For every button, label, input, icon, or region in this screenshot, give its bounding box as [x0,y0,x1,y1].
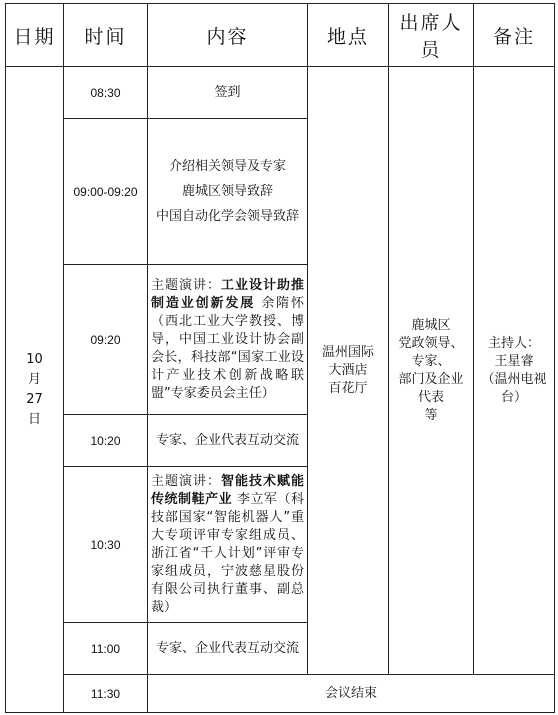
header-note: 备注 [474,4,555,67]
time-cell: 08:30 [64,67,148,119]
location-cell: 温州国际 大酒店 百花厅 [308,67,389,675]
table-row [6,675,555,713]
content-cell: 专家、企业代表互动交流 [148,415,308,467]
speaker-detail: 李立军（科技部国家“智能机器人”重大专项评审专家组成员、浙江省“千人计划”评审专家组成员，宁波慈星股份有限公司执行董事、副总裁） [151,491,304,615]
time-cell: 10:20 [64,415,148,467]
speaker-detail: 余隋怀（西北工业大学教授、博导，中国工业设计协会副会长，科技部“国家工业设计产业技术创新战略联盟”专家委员会主任） [151,295,304,401]
speech-title: 智能技术赋能传统制鞋产业 [151,473,304,507]
header-date: 日期 [6,4,64,67]
content-cell: 会议结束 [148,675,555,713]
list-item: 鹿城区领导致辞 [181,183,273,199]
content-cell [148,265,308,415]
note-cell: 主持人： 王星睿 （温州电视 台） [474,67,555,675]
time-cell: 10:30 [64,467,148,623]
header-attendees: 出席人员 [389,4,474,67]
header-time: 时间 [64,4,148,67]
speech-prefix: 主题演讲： [151,473,221,489]
speech-title: 工业设计助推制造业创新发展 [151,277,304,311]
list-item: 介绍相关领导及专家 [168,158,286,174]
time-cell: 11:30 [64,675,148,713]
content-cell: 签到 [148,67,308,119]
time-cell: 09:00-09:20 [64,119,148,265]
attendees-cell: 鹿城区 党政领导、 专家、 部门及企业 代表 等 [389,67,474,675]
content-cell: 专家、企业代表互动交流 [148,623,308,675]
schedule-table [5,3,555,713]
table-row [6,67,555,119]
time-cell: 11:00 [64,623,148,675]
date-cell: 10 月 27 日 [6,67,64,713]
list-item: 中国自动化学会领导致辞 [155,208,299,224]
header-content: 内容 [148,4,308,67]
time-cell: 09:20 [64,265,148,415]
speech-prefix: 主题演讲： [151,277,221,293]
header-location: 地点 [308,4,389,67]
content-cell [148,119,308,265]
header-row [6,4,555,67]
content-cell [148,467,308,623]
